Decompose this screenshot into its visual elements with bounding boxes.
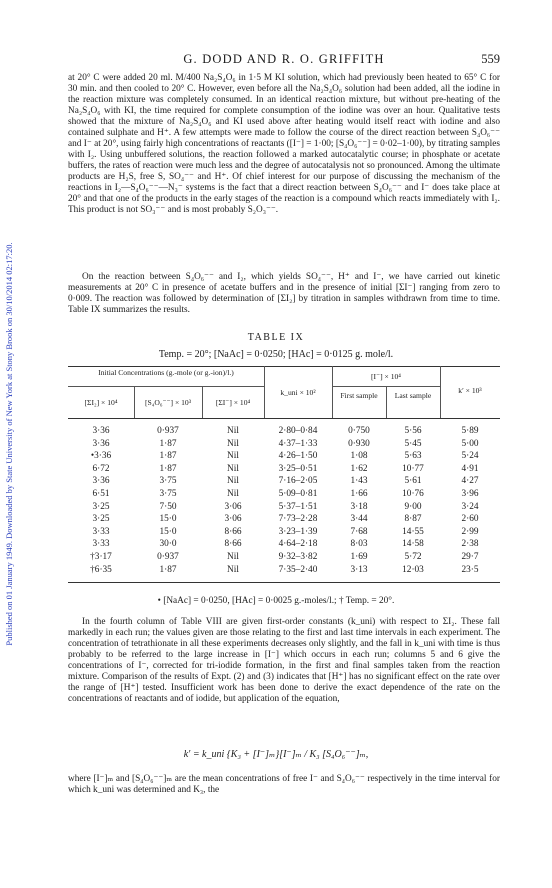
table-cell: 7·35–2·40 (278, 564, 318, 575)
table-title: TABLE IX (247, 332, 305, 343)
table-rule-top (68, 366, 500, 367)
table-cell: Nil (227, 489, 239, 499)
table-cell: 8·03 (350, 539, 368, 550)
table-cell: 1·87 (159, 564, 177, 575)
table-cell: 2·38 (461, 539, 479, 550)
table-cell: 2·80–0·84 (278, 426, 318, 436)
table-cell: 1·87 (159, 463, 177, 474)
col-total-iodide: [ΣI⁻] × 10⁴ (215, 398, 251, 407)
table-cell: 1·69 (350, 552, 368, 562)
table-cell: 5·37–1·51 (278, 501, 318, 512)
table-cell: 4·64–2·18 (278, 539, 318, 550)
table-rule-header (68, 418, 500, 419)
table-cell: Nil (227, 426, 239, 436)
table-cell: 0·937 (157, 426, 179, 436)
table-footnote: • [NaAc] = 0·0250, [HAc] = 0·0025 g.-moles/l.; † Temp. = 20°. (157, 596, 395, 606)
header-authors: G. DODD AND R. O. GRIFFITH (183, 52, 385, 66)
table-cell: 5·24 (461, 451, 479, 462)
table-cell: Nil (227, 438, 239, 449)
rate-equation: k′ = k_uni {K₃ + [I⁻]ₘ}[I⁻]ₘ / K₃ [S₄O₆⁻⁻]ₘ, (183, 749, 369, 760)
paragraph-1: at 20° C were added 20 ml. M/400 Na₂S₄O₆ in 1·5 M KI solution, which had previously been heated to 65° C for 30 min. and then cooled to 20° C. However, even before all the Na₂S₄O₆ solution had been added, all the iodine in the reaction mixture was completely consumed. In an identical reaction mixture, but without pre-heating of the Na₂S₄O₆ with KI, the time required for complete consumption of the iodine was over an hour. Qualitative tests showed that the mixture of Na₂S₄O₆ and KI used above after heating would itself react with iodine and also contained sulphate and H⁺. A few attempts were made to follow the course of the direct reaction between S₄O₆⁻⁻ and I⁻ at 20°, using fairly high concentrations of reactants ([I⁻] = 1·00; [S₄O₆⁻⁻] = 0·02–1·00), by titrating samples with I₂. Using unbuffered solutions, the reaction followed a marked autocatalytic course; in phosphate or acetate buffers, the rates of reaction were much less and the degree of autocatalysis not so pronounced. Among the ultimate products are H₂S, free S, SO₄⁻⁻ and H⁺. Of chief interest for our purpose of discussing the mechanism of the reactions in I₂—S₄O₆⁻⁻—N₃⁻ systems is the fact that a direct reaction between S₄O₆⁻⁻ and I⁻ does take place at 20° and that one of the products in the early stages of the reaction is a compound which reacts immediately with I₂. This product is not SO₃⁻⁻ and is most probably S₂O₃⁻⁻. (68, 73, 500, 215)
table-cell: 2·60 (461, 514, 479, 525)
table-cell: 5·72 (404, 552, 422, 562)
download-note: Published on 01 January 1949. Downloaded by State University of New York at Stony Brook on 30/10/2014 02:17:20. (4, 242, 14, 646)
table-cell: 14·58 (402, 539, 424, 550)
paragraph-3: In the fourth column of Table VIII are given first-order constants (k_uni) with respect to ΣI₂. These fall markedly in each run; the values given are those relating to the first and last time intervals in each experiment. The concentration of tetrathionate in all these experiments decreases only slightly, and the fall in k_uni with time is thus probably to be referred to the large increase in [I⁻] which occurs in each run; columns 5 and 6 give the concentrations of I⁻, corrected for tri-iodide formation, in the first and final samples taken from the reaction mixture. Comparison of the results of Expt. (2) and (3) indicates that [H⁺] has no significant effect on the rate over the range of [H⁺] tested. Insufficient work has been done to derive the exact dependence of the rate on the concentrations of reactants and of iodide, but application of the equation, (68, 617, 500, 704)
col-last-sample: Last sample (394, 391, 432, 400)
header-initial-concentrations: Initial Concentrations (g.-mole (or g.-ion)/l.) (98, 368, 234, 377)
table-cell: 0·750 (348, 426, 370, 436)
table-cell: 10·76 (402, 489, 424, 499)
paragraph-2: On the reaction between S₄O₆⁻⁻ and I₂, which yields SO₄⁻⁻, H⁺ and I⁻, we have carried out kinetic measurements at 20° C in presence of acetate buffers and in the presence of initial [ΣI⁻] ranging from zero to 0·009. The reaction was followed by determination of [ΣI₂] by titration in samples withdrawn from time to time. Table IX summarizes the results. (68, 272, 500, 315)
table-cell: 1·87 (159, 438, 177, 449)
table-cell: 3·25 (92, 514, 110, 525)
table-subrule (332, 386, 440, 387)
table-cell: 3·13 (350, 564, 368, 575)
table-cell: 3·36 (92, 438, 110, 449)
table-cell: 6·51 (92, 489, 110, 499)
table-cell: 4·26–1·50 (278, 451, 318, 462)
table-cell: †6·35 (90, 564, 112, 575)
col-first-sample: First sample (340, 391, 378, 400)
table-cell: 1·08 (350, 451, 368, 462)
table-subrule (68, 386, 264, 387)
table-cell: 1·43 (350, 476, 368, 487)
table-cell: Nil (227, 463, 239, 474)
table-cell: 3·18 (350, 501, 368, 512)
table-cell: 8·66 (224, 526, 242, 537)
table-cell: 3·06 (224, 514, 242, 525)
table-cell: 0·930 (348, 438, 370, 449)
table-cell: 3·36 (92, 476, 110, 487)
table-cell: 3·24 (461, 501, 479, 512)
col-total-iodine: [ΣI₂] × 10⁴ (84, 398, 118, 407)
table-cell: 1·62 (350, 463, 368, 474)
table-cell: †3·17 (90, 552, 112, 562)
table-cell: 3·36 (92, 426, 110, 436)
table-cell: 3·23–1·39 (278, 526, 318, 537)
table-rule-bottom (68, 582, 500, 583)
table-cell: 5·63 (404, 451, 422, 462)
table-cell: 14·55 (402, 526, 424, 537)
table-cell: 5·56 (404, 426, 422, 436)
table-cell: 7·16–2·05 (278, 476, 318, 487)
table-cell: •3·36 (90, 451, 112, 462)
table-ix (68, 366, 500, 586)
table-cell: 3·33 (92, 526, 110, 537)
col-k-prime: k′ × 10³ (458, 386, 482, 395)
table-cell: 1·66 (350, 489, 368, 499)
table-cell: 3·96 (461, 489, 479, 499)
table-cell: Nil (227, 476, 239, 487)
table-cell: 0·937 (157, 552, 179, 562)
table-cell: 5·89 (461, 426, 479, 436)
table-cell: 10·77 (402, 463, 424, 474)
table-cell: 30·0 (159, 539, 177, 550)
table-cell: 23·5 (461, 564, 479, 575)
table-cell: 8·87 (404, 514, 422, 525)
table-cell: 4·37–1·33 (278, 438, 318, 449)
table-cell: 3·75 (159, 489, 177, 499)
table-cell: 5·00 (461, 438, 479, 449)
paragraph-4: where [I⁻]ₘ and [S₄O₆⁻⁻]ₘ are the mean concentrations of free I⁻ and S₄O₆⁻⁻ respectively in the time interval for which k_uni was determined and K₃, the (68, 774, 500, 795)
table-cell: 2·99 (461, 526, 479, 537)
col-tetrathionate: [S₄O₆⁻⁻] × 10³ (144, 398, 192, 407)
table-cell: 8·66 (224, 539, 242, 550)
table-cell: 3·06 (224, 501, 242, 512)
page-number: 559 (481, 52, 500, 66)
header-iodide: [I⁻] × 10⁴ (371, 372, 401, 381)
table-cell: 9·00 (404, 501, 422, 512)
table-cell: 5·09–0·81 (278, 489, 318, 499)
table-cell: 3·25 (92, 501, 110, 512)
table-cell: 12·03 (402, 564, 424, 575)
table-cell: 5·45 (404, 438, 422, 449)
table-cell: 9·32–3·82 (278, 552, 318, 562)
col-k-uni: k_uni × 10² (280, 388, 316, 397)
running-header (68, 52, 500, 68)
table-cell: 5·61 (404, 476, 422, 487)
table-cell: 7·68 (350, 526, 368, 537)
table-cell: 4·27 (461, 476, 479, 487)
table-cell: 4·91 (461, 463, 479, 474)
table-cell: 29·7 (461, 552, 479, 562)
table-cell: Nil (227, 552, 239, 562)
table-cell: 15·0 (159, 526, 177, 537)
table-cell: Nil (227, 451, 239, 462)
table-cell: 15·0 (159, 514, 177, 525)
table-cell: 3·33 (92, 539, 110, 550)
table-conditions: Temp. = 20°; [NaAc] = 0·0250; [HAc] = 0·0125 g. mole/l. (158, 349, 394, 360)
table-cell: 3·25–0·51 (278, 463, 318, 474)
table-cell: 7·73–2·28 (278, 514, 318, 525)
table-cell: Nil (227, 564, 239, 575)
table-cell: 7·50 (159, 501, 177, 512)
table-cell: 6·72 (92, 463, 110, 474)
table-cell: 3·75 (159, 476, 177, 487)
table-cell: 3·44 (350, 514, 368, 525)
table-cell: 1·87 (159, 451, 177, 462)
